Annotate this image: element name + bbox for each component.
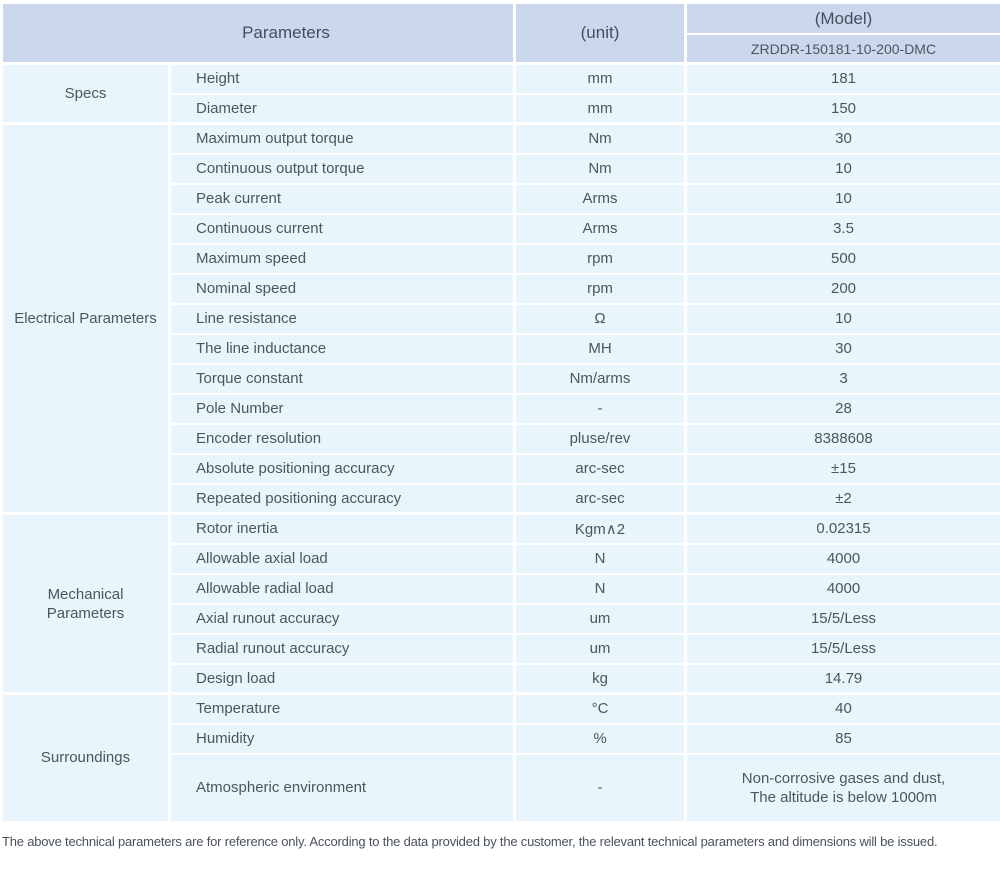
param-name-cell: The line inductance (170, 334, 515, 364)
param-name-cell: Continuous output torque (170, 154, 515, 184)
param-value-cell: ±2 (686, 484, 1000, 514)
param-name-cell: Diameter (170, 94, 515, 124)
param-value-cell: 10 (686, 154, 1000, 184)
param-value-cell: 10 (686, 184, 1000, 214)
param-value-cell: 3 (686, 364, 1000, 394)
param-value-cell: 3.5 (686, 214, 1000, 244)
param-unit-cell: - (515, 754, 686, 822)
param-unit-cell: °C (515, 694, 686, 724)
param-value-cell: 85 (686, 724, 1000, 754)
param-name-cell: Allowable radial load (170, 574, 515, 604)
param-value-cell: 14.79 (686, 664, 1000, 694)
category-cell-specs: Specs (2, 64, 170, 124)
value-line-2: The altitude is below 1000m (750, 788, 937, 806)
param-unit-cell: % (515, 724, 686, 754)
param-value-cell: ±15 (686, 454, 1000, 484)
param-name-cell: Height (170, 64, 515, 94)
param-unit-cell: Nm/arms (515, 364, 686, 394)
param-unit-cell: Arms (515, 214, 686, 244)
param-unit-cell: rpm (515, 274, 686, 304)
param-value-cell: 200 (686, 274, 1000, 304)
param-unit-cell: N (515, 574, 686, 604)
param-unit-cell: Nm (515, 154, 686, 184)
table-row (2, 124, 1000, 154)
param-name-cell: Continuous current (170, 214, 515, 244)
table-row (2, 64, 1000, 94)
param-name-cell: Design load (170, 664, 515, 694)
param-name-cell: Encoder resolution (170, 424, 515, 454)
param-unit-cell: N (515, 544, 686, 574)
table-body (2, 64, 1000, 822)
param-unit-cell: rpm (515, 244, 686, 274)
param-name-cell: Nominal speed (170, 274, 515, 304)
category-cell-mechanical: Mechanical Parameters (2, 514, 170, 694)
param-name-cell: Maximum speed (170, 244, 515, 274)
value-line-1: Non-corrosive gases and dust, (741, 769, 946, 787)
param-value-cell: 10 (686, 304, 1000, 334)
header-unit: (unit) (515, 3, 686, 64)
param-unit-cell: um (515, 634, 686, 664)
param-unit-cell: Nm (515, 124, 686, 154)
param-name-cell: Pole Number (170, 394, 515, 424)
param-value-cell: 30 (686, 334, 1000, 364)
param-name-cell: Atmospheric environment (170, 754, 515, 822)
param-value-cell: 4000 (686, 544, 1000, 574)
table-header (2, 3, 1000, 64)
param-unit-cell: pluse/rev (515, 424, 686, 454)
param-name-cell: Peak current (170, 184, 515, 214)
param-value-cell: 30 (686, 124, 1000, 154)
param-unit-cell: Arms (515, 184, 686, 214)
header-model-code: ZRDDR-150181-10-200-DMC (686, 34, 1000, 63)
param-name-cell: Torque constant (170, 364, 515, 394)
param-name-cell: Radial runout accuracy (170, 634, 515, 664)
param-value-cell (686, 754, 1000, 822)
param-name-cell: Repeated positioning accuracy (170, 484, 515, 514)
table-row (2, 514, 1000, 544)
param-value-cell: 15/5/Less (686, 604, 1000, 634)
param-unit-cell: MH (515, 334, 686, 364)
table-row (2, 694, 1000, 724)
footer-note: The above technical parameters are for reference only. According to the data provided by the customer, the relevant technical parameters and dimensions will be issued. (2, 833, 938, 849)
param-unit-cell: mm (515, 64, 686, 94)
category-cell-electrical: Electrical Parameters (2, 124, 170, 514)
param-value-cell: 4000 (686, 574, 1000, 604)
param-name-cell: Allowable axial load (170, 544, 515, 574)
param-unit-cell: arc-sec (515, 454, 686, 484)
param-value-cell: 500 (686, 244, 1000, 274)
param-name-cell: Maximum output torque (170, 124, 515, 154)
param-value-cell: 28 (686, 394, 1000, 424)
param-value-cell: 40 (686, 694, 1000, 724)
param-unit-cell: kg (515, 664, 686, 694)
header-model: (Model) (686, 3, 1000, 34)
param-value-cell: 8388608 (686, 424, 1000, 454)
param-name-cell: Humidity (170, 724, 515, 754)
param-name-cell: Rotor inertia (170, 514, 515, 544)
param-unit-cell: mm (515, 94, 686, 124)
param-value-cell: 0.02315 (686, 514, 1000, 544)
param-unit-cell: arc-sec (515, 484, 686, 514)
category-cell-surroundings: Surroundings (2, 694, 170, 822)
param-value-cell: 150 (686, 94, 1000, 124)
parameters-table (0, 2, 1000, 823)
param-unit-cell: Kgm∧2 (515, 514, 686, 544)
param-unit-cell: Ω (515, 304, 686, 334)
header-row-1 (2, 3, 1000, 34)
param-name-cell: Axial runout accuracy (170, 604, 515, 634)
param-unit-cell: - (515, 394, 686, 424)
param-value-cell: 15/5/Less (686, 634, 1000, 664)
header-parameters: Parameters (2, 3, 515, 64)
param-unit-cell: um (515, 604, 686, 634)
param-name-cell: Temperature (170, 694, 515, 724)
param-name-cell: Absolute positioning accuracy (170, 454, 515, 484)
param-value-cell: 181 (686, 64, 1000, 94)
param-name-cell: Line resistance (170, 304, 515, 334)
